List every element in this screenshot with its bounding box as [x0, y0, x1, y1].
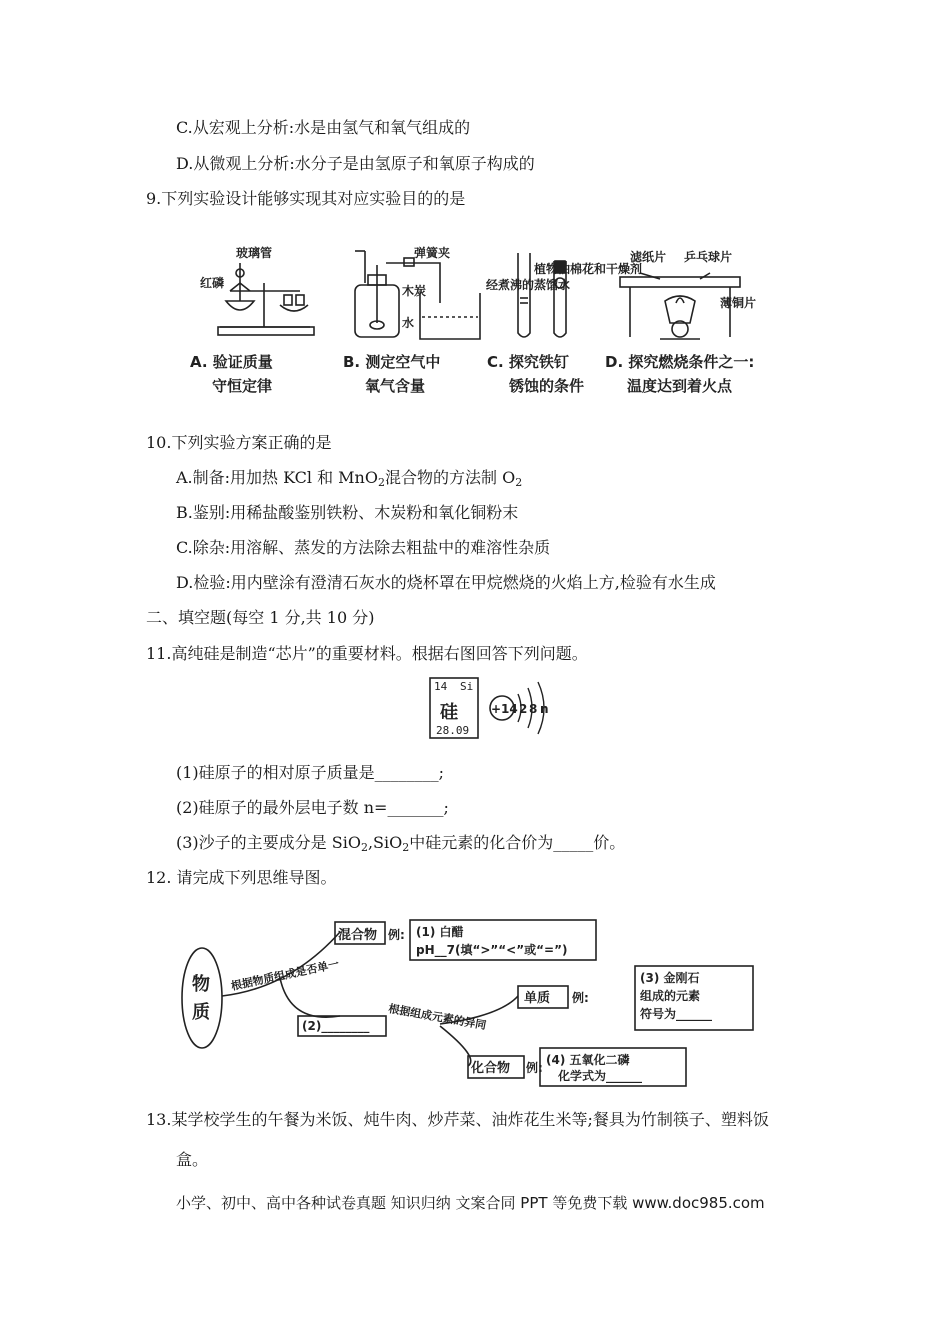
element-box-line2: 组成的元素	[640, 989, 701, 1003]
q9-option-c: C. 探究铁钉 锈蚀的条件	[487, 353, 585, 395]
shell-1: 2	[519, 702, 528, 716]
compound-box-line1: (4) 五氧化二磷	[546, 1053, 630, 1067]
element-mass: 28.09	[436, 724, 470, 737]
compound-ex: 例:	[526, 1061, 543, 1075]
element-box-line3: 符号为______	[640, 1007, 713, 1021]
q11-part-3: (3)沙子的主要成分是 SiO$_2$,SiO$_2$中硅元素的化合价为_____价。	[176, 833, 626, 854]
q9-stem: 9.下列实验设计能够实现其对应实验目的的是	[146, 189, 466, 208]
label-copper: 薄铜片	[720, 296, 757, 310]
q9-option-d: D. 探究燃烧条件之一: 温度达到着火点	[605, 353, 755, 395]
q12-stem: 12. 请完成下列思维导图。	[146, 868, 337, 887]
label-boiled-water: 经煮沸的蒸馏水	[486, 278, 571, 292]
branch-mid-label: 根据组成元素的异同	[387, 1002, 488, 1033]
mind-map	[180, 912, 760, 1092]
silicon-figure	[428, 676, 558, 742]
q10-option-b: B.鉴别:用稀盐酸鉴别铁粉、木炭粉和氧化铜粉末	[176, 503, 519, 522]
nucleus-charge: +14	[491, 702, 518, 716]
q13-line-2: 盒。	[176, 1150, 209, 1169]
mixture-ex: 例:	[388, 928, 405, 942]
branch-top-label: 根据物质组成是否单一	[229, 957, 341, 993]
q11-part-1: (1)硅原子的相对原子质量是________;	[176, 763, 445, 782]
element-ex: 例:	[572, 991, 589, 1005]
root-char-2: 质	[192, 1002, 210, 1023]
label-pingpong: 乒乓球片	[684, 250, 733, 264]
label-charcoal: 木炭	[402, 284, 427, 298]
label-cotton-dry: 棉花和干燥剂	[570, 262, 643, 276]
q10-option-a: A.制备:用加热 KCl 和 MnO$_2$混合物的方法制 $O_2$	[176, 468, 523, 489]
q10-stem: 10.下列实验方案正确的是	[146, 433, 332, 452]
silicon-atom-drawing	[428, 676, 558, 742]
compound-box-line2: 化学式为______	[558, 1069, 643, 1083]
q9-option-b: B. 测定空气中 氧气含量	[343, 353, 441, 395]
q11-part-2: (2)硅原子的最外层电子数 n=_______;	[176, 798, 449, 817]
mixture-box-line2: pH__7(填“>”“<”或“=”)	[416, 943, 568, 957]
mixture-box-line1: (1) 白醋	[416, 925, 464, 939]
q10-option-c: C.除杂:用溶解、蒸发的方法除去粗盐中的难溶性杂质	[176, 538, 551, 557]
shell-3: n	[540, 702, 549, 716]
shell-2: 8	[529, 702, 538, 716]
mixture-node: 混合物	[338, 928, 378, 943]
element-node: 单质	[524, 991, 551, 1006]
label-veg-oil: 植物油	[534, 262, 571, 276]
element-name: 硅	[440, 702, 458, 723]
label-red-phosphorus: 红磷	[200, 276, 225, 290]
compound-node: 化合物	[471, 1061, 511, 1076]
pure-node: (2)________	[302, 1019, 370, 1033]
element-box-line1: (3) 金刚石	[640, 971, 700, 985]
label-clamp: 弹簧夹	[414, 246, 451, 260]
q8-option-d: D.从微观上分析:水分子是由氢原子和氧原子构成的	[176, 154, 535, 173]
q11-stem: 11.高纯硅是制造“芯片”的重要材料。根据右图回答下列问题。	[146, 644, 588, 663]
q13-line-1: 13.某学校学生的午餐为米饭、炖牛肉、炒芹菜、油炸花生米等;餐具为竹制筷子、塑料饭	[146, 1110, 769, 1129]
q10-option-d: D.检验:用内壁涂有澄清石灰水的烧杯罩在甲烷燃烧的火焰上方,检验有水生成	[176, 573, 716, 592]
mind-map-drawing	[180, 912, 760, 1092]
section-2-heading: 二、填空题(每空 1 分,共 10 分)	[146, 608, 375, 627]
element-symbol: Si	[460, 680, 474, 693]
root-char-1: 物	[192, 974, 210, 995]
page-footer: 小学、初中、高中各种试卷真题 知识归纳 文案合同 PPT 等免费下载 www.doc985.com	[176, 1194, 765, 1212]
label-filter-paper: 滤纸片	[630, 250, 667, 264]
q9-option-a: A. 验证质量 守恒定律	[190, 353, 273, 395]
label-glass-tube: 玻璃管	[236, 246, 273, 260]
q8-option-c: C.从宏观上分析:水是由氢气和氧气组成的	[176, 118, 471, 137]
element-number: 14	[434, 680, 448, 693]
label-water: 水	[402, 316, 415, 330]
